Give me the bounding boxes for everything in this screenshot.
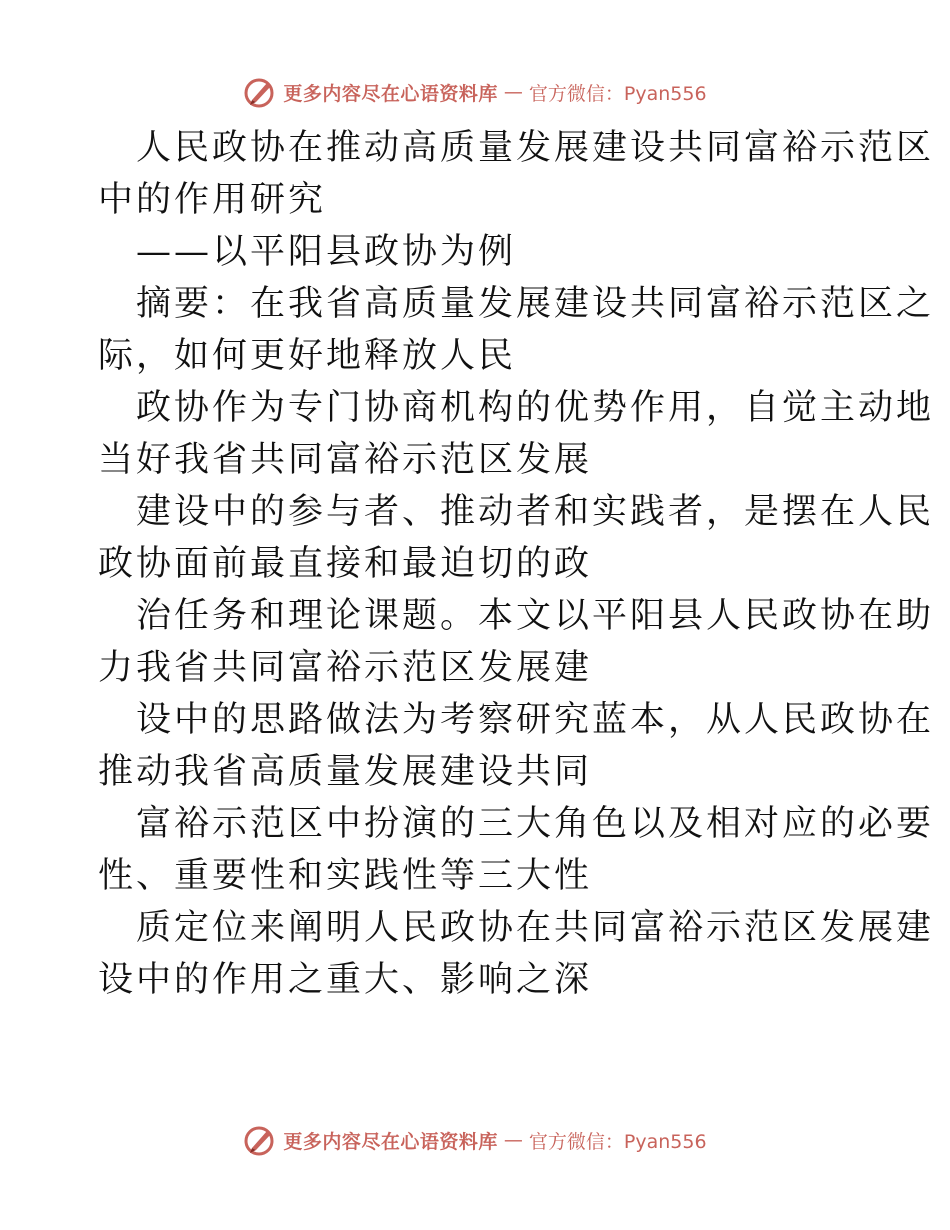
abstract-line: 质定位来阐明人民政协在共同富裕示范区发展建 (136, 908, 935, 948)
banner-contact-text: 官方微信：Pyan556 (528, 82, 707, 105)
abstract-line: 摘要：在我省高质量发展建设共同富裕示范区之 (136, 284, 935, 324)
banner-separator: — (503, 1129, 523, 1151)
header-banner (0, 72, 950, 112)
footer-banner (0, 1120, 950, 1160)
banner-brand-text: 更多内容尽在心语资料库 (283, 82, 498, 105)
pen-circle-logo-icon (243, 75, 277, 109)
banner-brand-text: 更多内容尽在心语资料库 (283, 1130, 498, 1153)
abstract-line: 设中的思路做法为考察研究蓝本，从人民政协在 (136, 700, 935, 740)
abstract-line: 际，如何更好地释放人民 (98, 336, 517, 376)
document-title-line-2: 中的作用研究 (98, 180, 327, 220)
document-body (98, 122, 935, 1006)
abstract-line: 政协面前最直接和最迫切的政 (98, 544, 593, 584)
abstract-line: 力我省共同富裕示范区发展建 (98, 648, 593, 688)
banner-contact-text: 官方微信：Pyan556 (528, 1130, 707, 1153)
abstract-line: 当好我省共同富裕示范区发展 (98, 440, 593, 480)
document-title-line-1: 人民政协在推动高质量发展建设共同富裕示范区 (136, 128, 935, 168)
abstract-line: 建设中的参与者、推动者和实践者，是摆在人民 (136, 492, 935, 532)
abstract-line: 设中的作用之重大、影响之深 (98, 960, 593, 1000)
abstract-line: 政协作为专门协商机构的优势作用，自觉主动地 (136, 388, 935, 428)
document-subtitle: ——以平阳县政协为例 (136, 232, 517, 272)
pen-circle-logo-icon (243, 1123, 277, 1157)
abstract-line: 治任务和理论课题。本文以平阳县人民政协在助 (136, 596, 935, 636)
banner-separator: — (503, 81, 523, 103)
abstract-line: 性、重要性和实践性等三大性 (98, 856, 593, 896)
abstract-line: 富裕示范区中扮演的三大角色以及相对应的必要 (136, 804, 935, 844)
abstract-line: 推动我省高质量发展建设共同 (98, 752, 593, 792)
